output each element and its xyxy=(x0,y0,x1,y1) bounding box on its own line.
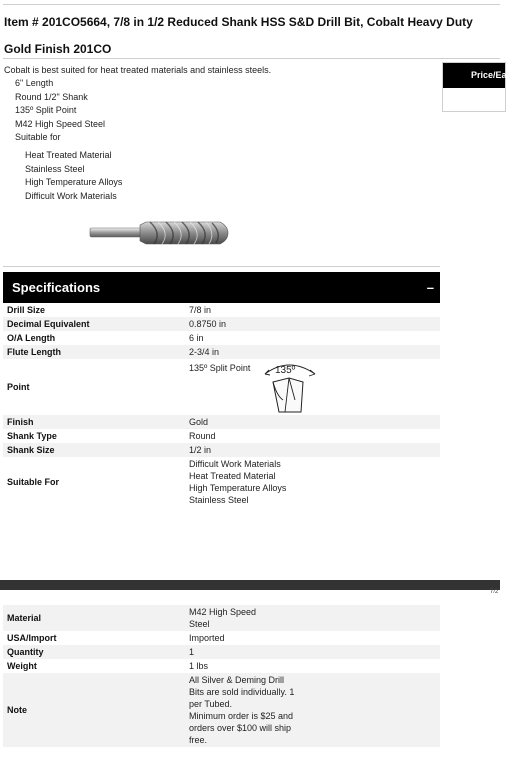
spec-value: Gold xyxy=(185,415,440,429)
table-row xyxy=(3,457,440,507)
specifications-table-continued xyxy=(3,605,440,747)
spec-label: Shank Size xyxy=(3,443,185,457)
spec-value-line: M42 High Speed xyxy=(189,607,257,617)
price-header: Price/Each xyxy=(443,63,505,88)
spec-label: O/A Length xyxy=(7,333,56,343)
point-value: 135º Split Point xyxy=(189,363,251,373)
spec-label: Material xyxy=(3,605,185,631)
collapse-icon[interactable]: – xyxy=(426,280,434,295)
suitable-for-list xyxy=(25,149,122,203)
product-description: Cobalt is best suited for heat treated materials and stainless steels. xyxy=(4,65,272,75)
table-row xyxy=(3,605,440,631)
spec-label: Drill Size xyxy=(7,305,46,315)
table-row xyxy=(3,631,440,645)
table-row xyxy=(3,331,440,345)
page-number: 7/2 xyxy=(490,589,499,595)
suitable-item: Stainless Steel xyxy=(25,163,85,174)
split-point-icon xyxy=(259,360,319,414)
spec-label: Note xyxy=(3,673,185,747)
feature-list xyxy=(15,77,105,145)
spec-value xyxy=(185,673,440,747)
table-row xyxy=(3,429,440,443)
drill-bit-image xyxy=(88,217,230,249)
spec-value xyxy=(185,359,440,415)
table-row xyxy=(3,345,440,359)
spec-value-line: High Temperature Alloys xyxy=(189,483,287,493)
spec-label: Flute Length xyxy=(3,345,185,359)
suitable-item: Difficult Work Materials xyxy=(25,190,117,201)
spec-value-line: free. xyxy=(189,735,208,745)
table-row xyxy=(3,317,440,331)
spec-value: 7/8 in xyxy=(189,305,212,315)
spec-label: Finish xyxy=(3,415,185,429)
spec-value: 0.8750 in xyxy=(185,317,440,331)
spec-value-line: All Silver & Deming Drill xyxy=(189,675,285,685)
spec-value-line: Minimum order is $25 and xyxy=(189,711,294,721)
table-row xyxy=(3,443,440,457)
specifications-table xyxy=(3,303,440,507)
spec-value-line: Bits are sold individually. 1 xyxy=(189,687,295,697)
spec-value-line: Steel xyxy=(189,619,210,629)
spec-value: 1/2 in xyxy=(185,443,440,457)
spec-label: Quantity xyxy=(3,645,185,659)
feature-item: Round 1/2" Shank xyxy=(15,91,88,102)
spec-value-line: Stainless Steel xyxy=(189,495,249,505)
spec-value xyxy=(185,457,440,507)
suitable-item: Heat Treated Material xyxy=(25,150,112,160)
spec-value: 2-3/4 in xyxy=(185,345,440,359)
price-panel xyxy=(442,62,517,112)
title-divider xyxy=(3,58,500,59)
table-row xyxy=(3,415,440,429)
spec-value-line: per Tubed. xyxy=(189,699,233,709)
spec-value: 1 xyxy=(185,645,440,659)
feature-item: 135º Split Point xyxy=(15,105,77,116)
top-divider xyxy=(3,4,500,5)
page-break-bar xyxy=(0,580,500,590)
spec-value: Imported xyxy=(189,633,225,643)
feature-item: 6" Length xyxy=(15,78,54,88)
spec-label: Point xyxy=(7,382,30,392)
point-angle-label: 135º xyxy=(275,365,296,376)
spec-label: Decimal Equivalent xyxy=(3,317,185,331)
spec-value-line: orders over $100 will ship xyxy=(189,723,292,733)
section-divider xyxy=(3,266,440,267)
spec-value: 6 in xyxy=(189,333,204,343)
spec-value-line: Heat Treated Material xyxy=(189,471,276,481)
table-row xyxy=(3,659,440,673)
table-row xyxy=(3,359,440,415)
spec-value: 1 lbs xyxy=(189,661,209,671)
item-title: Item # 201CO5664, 7/8 in 1/2 Reduced Shank HSS S&D Drill Bit, Cobalt Heavy Duty Gold Finish 201CO xyxy=(4,15,473,56)
table-row xyxy=(3,303,440,317)
spec-label: USA/Import xyxy=(7,633,57,643)
spec-value xyxy=(185,605,440,631)
suitable-item: High Temperature Alloys xyxy=(25,177,123,188)
specifications-title: Specifications xyxy=(12,280,101,295)
spec-label: Suitable For xyxy=(7,477,60,487)
spec-label: Shank Type xyxy=(7,431,57,441)
table-row xyxy=(3,673,440,747)
table-row xyxy=(3,645,440,659)
feature-item: M42 High Speed Steel xyxy=(15,118,106,129)
specifications-header[interactable] xyxy=(3,272,440,303)
spec-value-line: Difficult Work Materials xyxy=(189,459,281,469)
spec-value: Round xyxy=(189,431,216,441)
feature-item: Suitable for xyxy=(15,132,61,143)
spec-label: Weight xyxy=(7,661,37,671)
